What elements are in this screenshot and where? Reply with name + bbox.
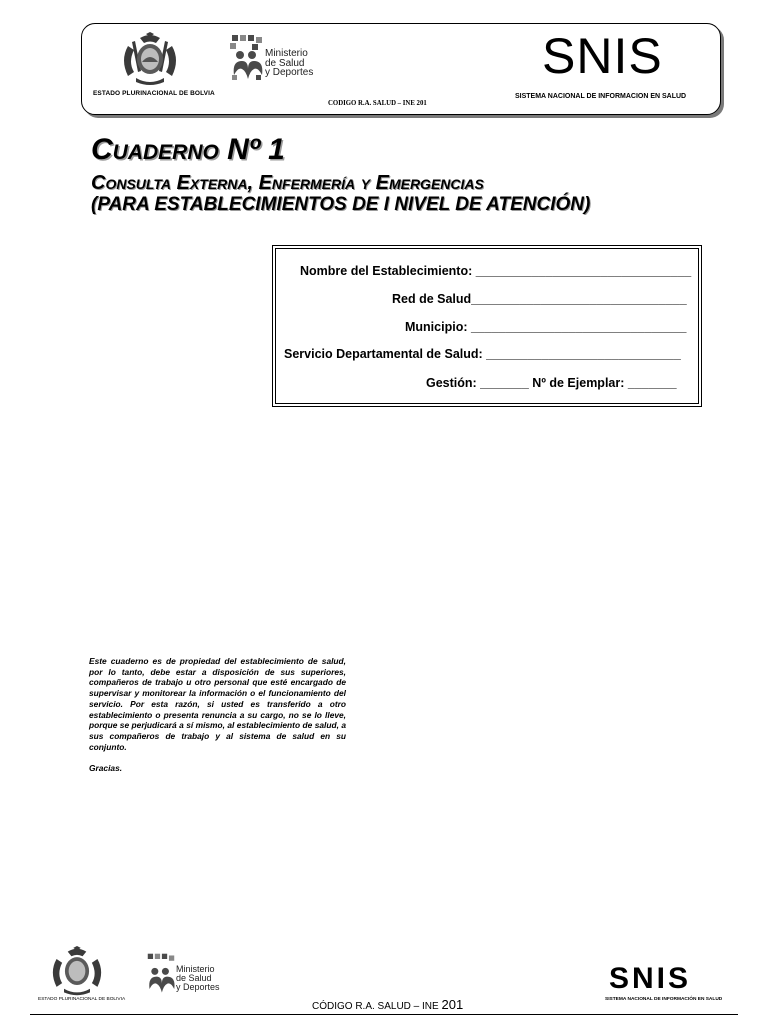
coat-of-arms-icon (118, 32, 182, 88)
footer-code-prefix: CÓDIGO R.A. SALUD – INE (312, 1001, 442, 1012)
footer-ministry-line-3: y Deportes (176, 981, 220, 992)
health-network-field[interactable]: Red de Salud_______________________________ (392, 292, 687, 306)
coat-of-arms-footer-icon (46, 946, 108, 998)
ministry-line-2: de Salud (265, 57, 305, 69)
footer-ministry-line-2: de Salud (176, 972, 212, 983)
header-code: CODIGO R.A. SALUD – INE 201 (328, 100, 427, 107)
snis-subtitle: SISTEMA NACIONAL DE INFORMACION EN SALUD (515, 93, 687, 100)
establishment-name-field[interactable]: Nombre del Establecimiento: _______________________________ (300, 264, 692, 278)
ownership-notice: Este cuaderno es de propiedad del establecimiento de salud, por lo tanto, debe estar a disposición de sus superiores, compañeros de trabajo u otro personal que esté encargado de supervisar y monitorear la información o el funcionamiento del servicio. Por esta razón, si usted es transferido a otro establecimiento o presenta renuncia a su cargo, no se lo lleve, porque se perjudicará a sí mismo, al establecimiento de salud, a sus compañeros de trabajo y al sistema de salud en su conjunto. (89, 656, 346, 752)
state-caption: ESTADO PLURINACIONAL DE BOLVIA (93, 90, 215, 97)
footer-divider (30, 1014, 738, 1015)
municipality-field[interactable]: Municipio: _______________________________ (405, 320, 687, 334)
ministry-line-3: y Deportes (265, 67, 314, 78)
footer-snis-title: SNIS (609, 962, 692, 995)
ministry-line-1: Ministerio (265, 48, 308, 59)
footer-state-caption: ESTADO PLURINACIONAL DE BOLIVIA (38, 997, 126, 1002)
footer-code-number: 201 (441, 997, 464, 1012)
footer-ministry-logo (146, 953, 224, 997)
document-title: Cuaderno Nº 1 (91, 133, 285, 166)
header-box (81, 23, 721, 115)
establishment-form (272, 245, 702, 407)
document-subtitle: Consulta Externa, Enfermería y Emergencias (91, 172, 484, 194)
footer-ministry-line-1: Ministerio (176, 964, 215, 974)
notice-thanks: Gracias. (89, 763, 123, 773)
ministry-logo (230, 35, 320, 85)
ministry-health-logo-icon (230, 35, 264, 81)
ministry-health-logo-footer-icon (146, 953, 176, 995)
departmental-service-field[interactable]: Servicio Departamental de Salud: ____________________________ (284, 347, 681, 361)
management-copy-field[interactable]: Gestión: _______ Nº de Ejemplar: _______ (426, 376, 677, 390)
snis-title: SNIS (542, 28, 663, 84)
document-subtitle-level: (PARA ESTABLECIMIENTOS DE I NIVEL DE ATENCIÓN) (91, 194, 591, 215)
footer-code (312, 997, 463, 1012)
footer-snis-subtitle: SISTEMA NACIONAL DE INFORMACIÓN EN SALUD (605, 997, 723, 1002)
